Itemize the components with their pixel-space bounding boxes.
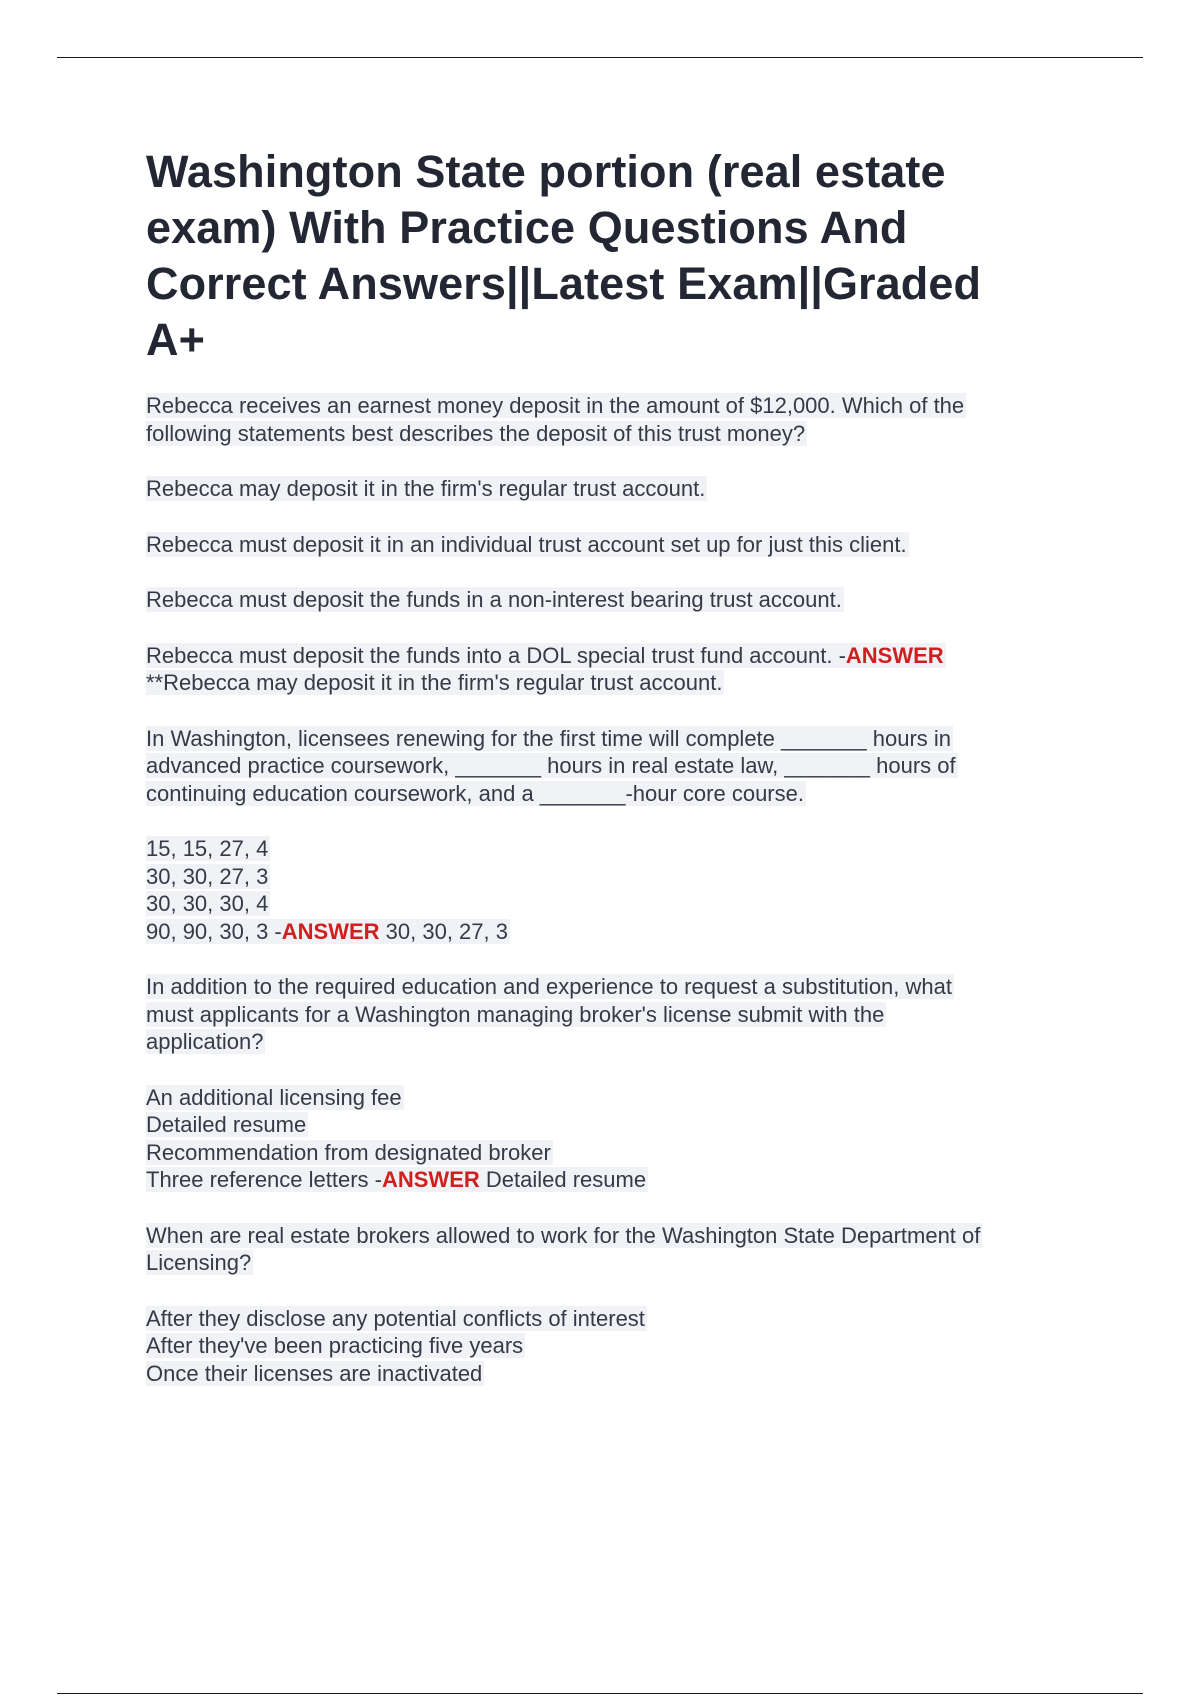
question-4: [146, 1222, 1086, 1277]
question-text: following statements best describes the deposit of this trust money?: [146, 420, 806, 446]
title-line: Correct Answers||Latest Exam||Graded: [146, 258, 982, 309]
question-text: In Washington, licensees renewing for the first time will complete _______ hours in: [146, 725, 952, 751]
q1-option-d-with-answer: [146, 642, 1086, 697]
question-1: [146, 392, 1086, 447]
option-text: Rebecca must deposit the funds into a DOL special trust fund account. -: [146, 642, 846, 668]
answer-label: ANSWER: [381, 1167, 480, 1192]
document-body: [146, 144, 1086, 1415]
option-text: After they disclose any potential conflicts of interest: [146, 1305, 645, 1331]
option-text: After they've been practicing five years: [146, 1333, 524, 1358]
answer-text: **Rebecca may deposit it in the firm's regular trust account.: [146, 670, 723, 695]
q1-option-a: [146, 475, 1086, 503]
q1-option-c: [146, 586, 1086, 614]
question-text: advanced practice coursework, _______ hours in real estate law, _______ hours of: [146, 753, 956, 778]
option-text: Rebecca may deposit it in the firm's regular trust account.: [146, 476, 706, 501]
question-text: Licensing?: [146, 1250, 252, 1275]
question-text: In addition to the required education and experience to request a substitution, what: [146, 974, 952, 999]
option-text: Rebecca must deposit it in an individual trust account set up for just this client.: [146, 531, 907, 557]
answer-label: ANSWER: [281, 918, 380, 944]
question-text: Rebecca receives an earnest money deposit in the amount of $12,000. Which of the: [146, 393, 965, 418]
option-text: Once their licenses are inactivated: [146, 1360, 483, 1386]
q1-option-b: [146, 531, 1086, 559]
q2-options: [146, 835, 1086, 945]
question-text: must applicants for a Washington managing broker's license submit with the: [146, 1001, 885, 1027]
option-text: 30, 30, 27, 3: [146, 863, 269, 889]
option-text: 30, 30, 30, 4: [146, 891, 269, 916]
document-title: [146, 144, 1086, 368]
question-text: When are real estate brokers allowed to work for the Washington State Department of: [146, 1222, 981, 1248]
title-line: exam) With Practice Questions And: [146, 202, 908, 253]
question-text: continuing education coursework, and a _______-hour core course.: [146, 780, 804, 806]
title-line: Washington State portion (real estate: [146, 146, 946, 197]
option-text: An additional licensing fee: [146, 1084, 402, 1110]
option-text: Recommendation from designated broker: [146, 1139, 551, 1165]
option-text: Three reference letters -: [146, 1167, 382, 1192]
option-text: Rebecca must deposit the funds in a non-interest bearing trust account.: [146, 587, 842, 612]
bottom-rule: [57, 1693, 1143, 1694]
question-2: [146, 725, 1086, 808]
question-text: application?: [146, 1029, 264, 1054]
q4-options: [146, 1305, 1086, 1388]
q3-options: [146, 1084, 1086, 1194]
option-text: Detailed resume: [146, 1112, 307, 1137]
option-text: 15, 15, 27, 4: [146, 836, 269, 861]
qa-list: [146, 392, 1086, 1387]
question-3: [146, 973, 1086, 1056]
top-rule: [57, 57, 1143, 58]
title-line: A+: [146, 314, 205, 365]
answer-label: ANSWER: [845, 642, 944, 668]
answer-text: 30, 30, 27, 3: [379, 918, 508, 944]
answer-text: Detailed resume: [479, 1167, 647, 1192]
option-text: 90, 90, 30, 3 -: [146, 918, 282, 944]
